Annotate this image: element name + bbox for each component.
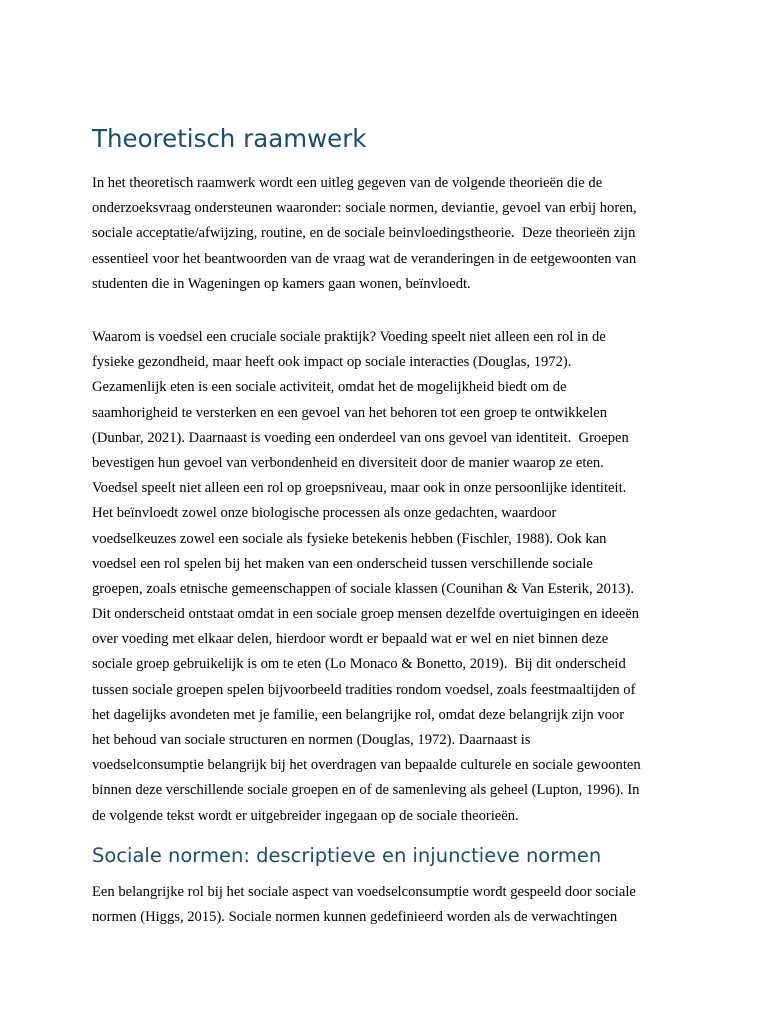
text-line: over voeding met elkaar delen, hierdoor wordt er bepaald wat er wel en niet binnen deze xyxy=(92,631,609,648)
text-line: voedselkeuzes zowel een sociale als fysieke betekenis hebben (Fischler, 1988). Ook kan xyxy=(92,530,607,547)
text-line: de volgende tekst wordt er uitgebreider ingegaan op de sociale theorieën. xyxy=(92,807,519,824)
text-line: groepen, zoals etnische gemeenschappen of sociale klassen (Counihan & Van Esterik, 2013). xyxy=(92,580,634,597)
body-paragraph xyxy=(92,325,641,829)
text-line: normen (Higgs, 2015). Sociale normen kunnen gedefinieerd worden als de verwachtingen xyxy=(92,909,618,926)
text-line: het dagelijks avondeten met je familie, een belangrijke rol, omdat deze belangrijk zijn voor xyxy=(92,706,625,723)
text-line: Dit onderscheid ontstaat omdat in een sociale groep mensen dezelfde overtuigingen en ideeën xyxy=(92,606,640,623)
page-title: Theoretisch raamwerk xyxy=(92,124,367,153)
text-line: onderzoeksvraag ondersteunen waaronder: sociale normen, deviantie, gevoel van erbij horen, xyxy=(92,200,637,217)
text-line: het behoud van sociale structuren en normen (Douglas, 1972). Daarnaast is xyxy=(92,732,531,748)
text-line: tussen sociale groepen spelen bijvoorbeeld tradities rondom voedsel, zoals feestmaaltijden of xyxy=(92,681,636,698)
text-line: Waarom is voedsel een cruciale sociale praktijk? Voeding speelt niet alleen een rol in de xyxy=(92,329,606,345)
text-line: voedselconsumptie belangrijk bij het overdragen van bepaalde culturele en sociale gewoonten xyxy=(92,757,641,774)
section-heading: Sociale normen: descriptieve en injunctieve normen xyxy=(92,844,602,867)
text-line: studenten die in Wageningen op kamers gaan wonen, beïnvloedt. xyxy=(92,275,471,292)
text-line: voedsel een rol spelen bij het maken van een onderscheid tussen verschillende sociale xyxy=(92,555,593,572)
section-paragraph xyxy=(92,880,636,930)
text-line: Een belangrijke rol bij het sociale aspect van voedselconsumptie wordt gespeeld door sociale xyxy=(92,884,636,900)
text-line: Voedsel speelt niet alleen een rol op groepsniveau, maar ook in onze persoonlijke identiteit. xyxy=(92,480,627,497)
text-line: In het theoretisch raamwerk wordt een uitleg gegeven van de volgende theorieën die de xyxy=(92,175,603,191)
text-line: saamhorigheid te versterken en een gevoel van het behoren tot een groep te ontwikkelen xyxy=(92,404,608,421)
text-line: binnen deze verschillende sociale groepen en of de samenleving als geheel (Lupton, 1996). In xyxy=(92,782,640,799)
text-line: sociale acceptatie/afwijzing, routine, en de sociale beinvloedingstheorie. Deze theorieën zijn xyxy=(92,225,636,242)
text-line: Gezamenlijk eten is een sociale activiteit, omdat het de mogelijkheid biedt om de xyxy=(92,379,567,396)
text-line: fysieke gezondheid, maar heeft ook impact op sociale interacties (Douglas, 1972). xyxy=(92,354,572,371)
text-line: sociale groep gebruikelijk is om te eten (Lo Monaco & Bonetto, 2019). Bij dit onderscheid xyxy=(92,656,626,673)
intro-paragraph xyxy=(92,171,637,297)
text-line: bevestigen hun gevoel van verbondenheid en diversiteit door de manier waarop ze eten. xyxy=(92,454,604,471)
text-line: Het beïnvloedt zowel onze biologische processen als onze gedachten, waardoor xyxy=(92,505,557,522)
text-line: (Dunbar, 2021). Daarnaast is voeding een onderdeel van ons gevoel van identiteit. Groepen xyxy=(92,429,629,446)
text-line: essentieel voor het beantwoorden van de vraag wat de veranderingen in de eetgewoonten van xyxy=(92,250,637,267)
